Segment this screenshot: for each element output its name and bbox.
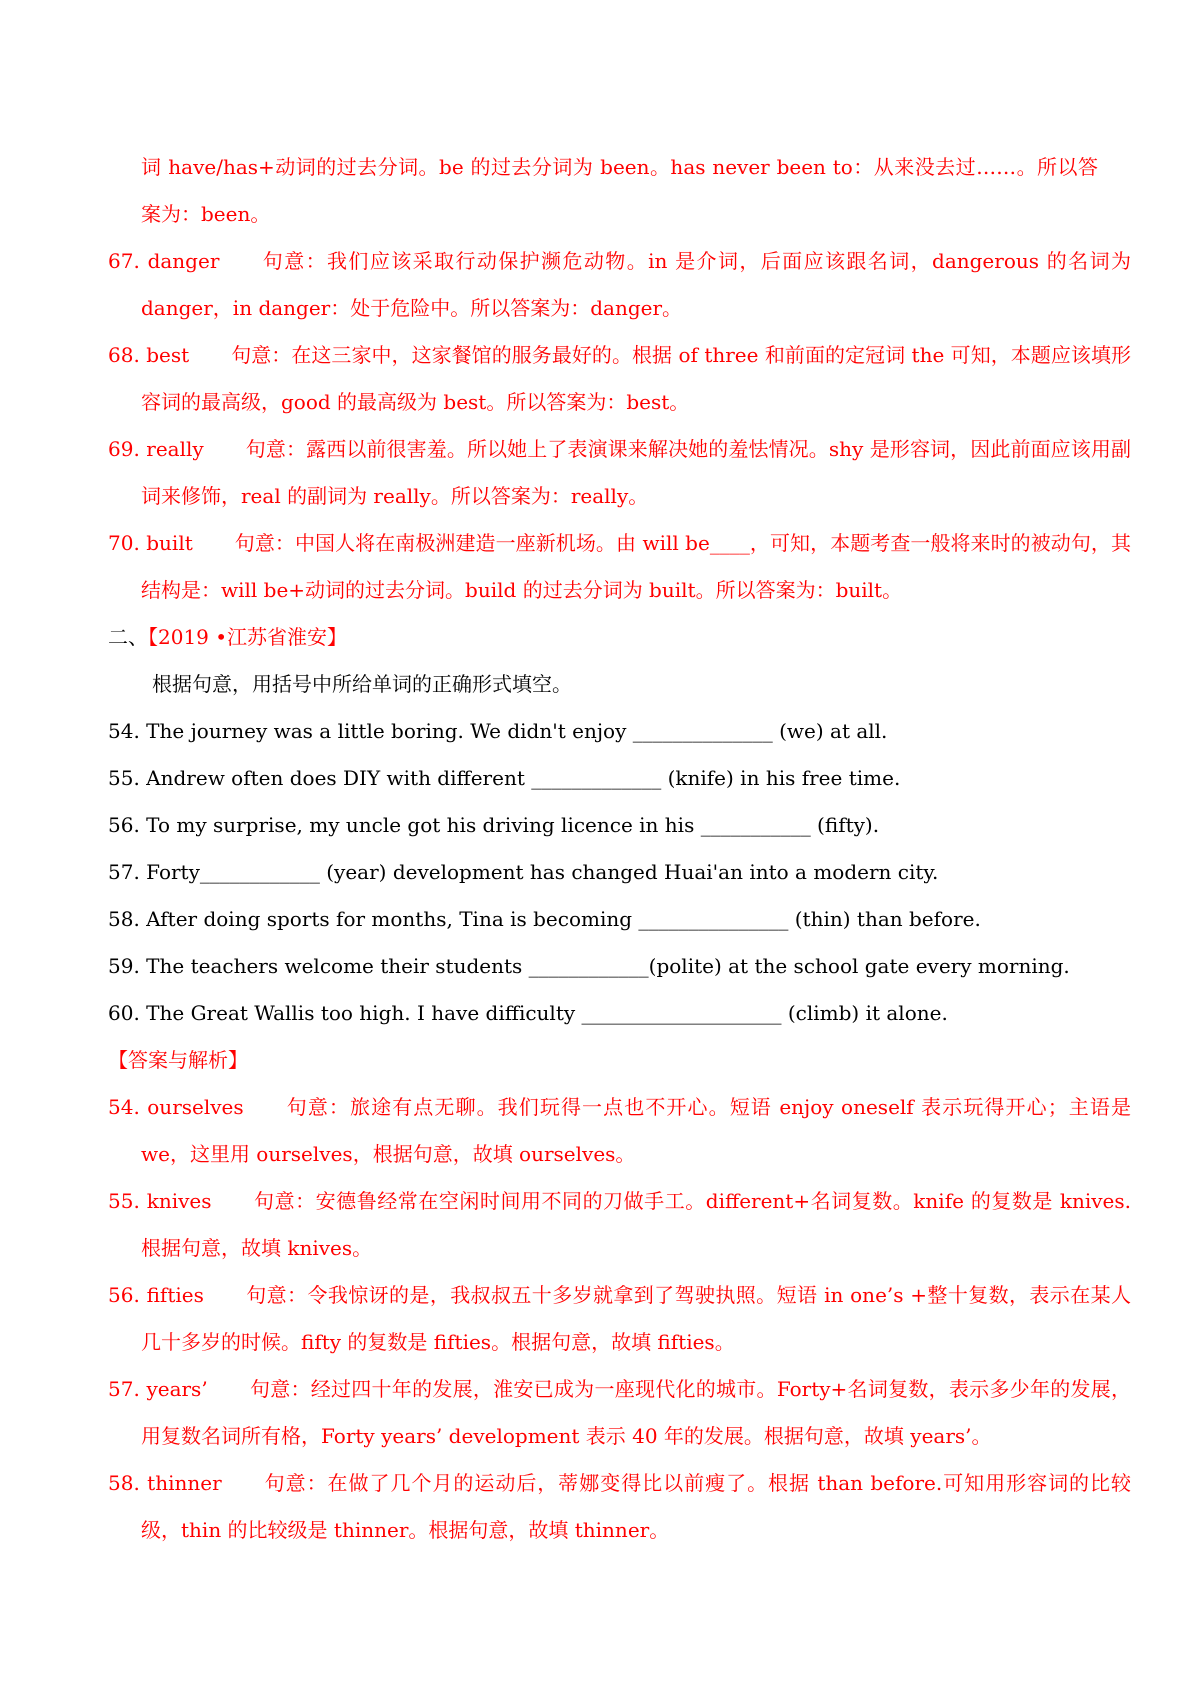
answer-text: 句意：令我惊讶的是，我叔叔五十多岁就拿到了驾驶执照。短语 in one’s +整十复数，表示在某人几十多岁的时候。fifty 的复数是 fifties。根据句意，故填 fifties。 [141,1283,1131,1354]
answer-continuation [108,144,1098,238]
instruction: 根据句意，用括号中所给单词的正确形式填空。 [152,672,572,696]
answer-text: 句意：中国人将在南极洲建造一座新机场。由 will be____，可知，本题考查一般将来时的被动句，其结构是：will be+动词的过去分词。build 的过去分词为 built。所以答案为：built。 [141,531,1131,602]
question-57: 57. Forty____________ (year) development has changed Huai'an into a modern city. [108,860,939,884]
answer-text: 句意：安德鲁经常在空闲时间用不同的刀做手工。different+名词复数。knife 的复数是 knives. 根据句意，故填 knives。 [141,1189,1132,1260]
answer-number: 56. [108,1283,140,1307]
answer-text: 句意：经过四十年的发展，淮安已成为一座现代化的城市。Forty+名词复数，表示多少年的发展，用复数名词所有格，Forty years’ development 表示 40 年的发展。根据句意，故填 years’。 [141,1377,1131,1448]
answer-69 [108,426,1131,520]
question-55: 55. Andrew often does DIY with different _____________ (knife) in his free time. [108,766,901,790]
answer-word: really [146,437,204,461]
answer-57 [108,1366,1131,1460]
answer-number: 55. [108,1189,140,1213]
answer-text: 句意：在做了几个月的运动后，蒂娜变得比以前瘦了。根据 than before.可知用形容词的比较级，thin 的比较级是 thinner。根据句意，故填 thinner。 [141,1471,1132,1542]
answer-text: 句意：旅途有点无聊。我们玩得一点也不开心。短语 enjoy oneself 表示玩得开心；主语是 we，这里用 ourselves，根据句意，故填 ourselves。 [141,1095,1131,1166]
answer-56 [108,1272,1131,1366]
answer-text: 词 have/has+动词的过去分词。be 的过去分词为 been。has never been to：从来没去过……。所以答案为：been。 [141,155,1098,226]
answer-word: thinner [147,1471,222,1495]
answer-67 [108,238,1131,332]
answer-number: 57. [108,1377,140,1401]
answer-text: 句意：我们应该采取行动保护濒危动物。in 是介词，后面应该跟名词，dangerous 的名词为 danger，in danger：处于危险中。所以答案为：danger。 [141,249,1131,320]
section-prefix: 二、 [108,625,148,649]
answer-68 [108,332,1131,426]
answer-word: fifties [146,1283,204,1307]
answer-55 [108,1178,1131,1272]
question-60: 60. The Great Wallis too high. I have difficulty ____________________ (climb) it alone. [108,1001,948,1025]
answer-54 [108,1084,1131,1178]
answers-heading: 【答案与解析】 [108,1048,248,1072]
answer-70 [108,520,1131,614]
section-heading [108,614,347,661]
answer-word: years’ [146,1377,208,1401]
answer-text: 句意：在这三家中，这家餐馆的服务最好的。根据 of three 和前面的定冠词 the 可知，本题应该填形容词的最高级，good 的最高级为 best。所以答案为：best。 [141,343,1132,414]
answer-text: 句意：露西以前很害羞。所以她上了表演课来解决她的羞怯情况。shy 是形容词，因此前面应该用副词来修饰，real 的副词为 really。所以答案为：really。 [141,437,1131,508]
answer-number: 67. [108,249,140,273]
answer-word: ourselves [147,1095,244,1119]
answer-word: knives [146,1189,212,1213]
answer-number: 58. [108,1471,140,1495]
question-59: 59. The teachers welcome their students ____________(polite) at the school gate every morning. [108,954,1070,978]
answer-number: 70. [108,531,140,555]
question-56: 56. To my surprise, my uncle got his driving licence in his ___________ (fifty). [108,813,880,837]
answer-word: best [146,343,190,367]
answer-number: 68. [108,343,140,367]
section-title: 【2019 •江苏省淮安】 [148,625,348,649]
answer-58 [108,1460,1131,1554]
answer-number: 69. [108,437,140,461]
question-58: 58. After doing sports for months, Tina is becoming _______________ (thin) than before. [108,907,981,931]
answer-number: 54. [108,1095,140,1119]
answer-word: built [146,531,193,555]
question-54: 54. The journey was a little boring. We didn't enjoy ______________ (we) at all. [108,719,888,743]
answer-word: danger [147,249,220,273]
